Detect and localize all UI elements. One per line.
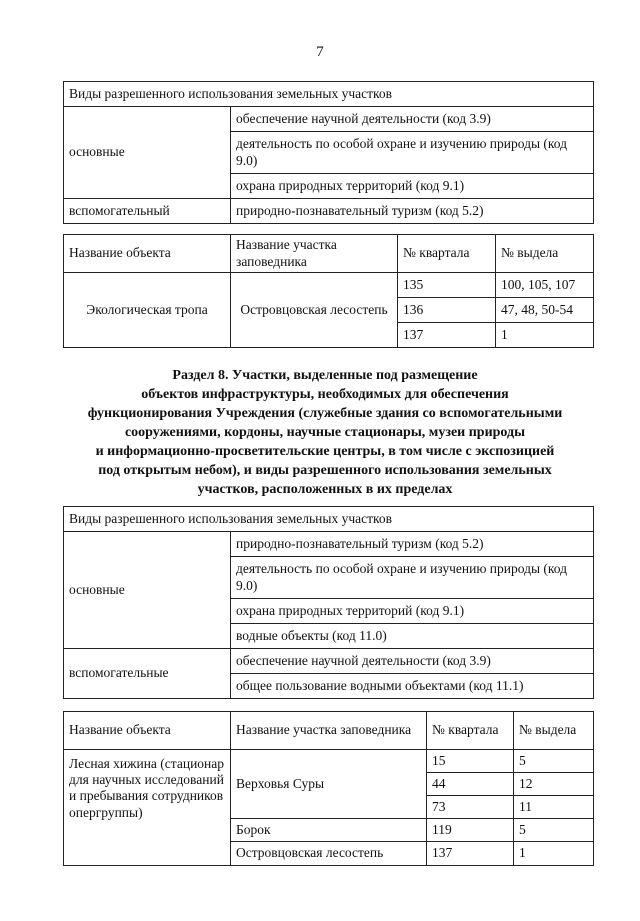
quarter-number: 135 <box>398 273 496 298</box>
heading-line: и информационно-просветительские центры, в том числе с экспозицией <box>95 444 555 459</box>
use-item: природно-познавательный туризм (код 5.2) <box>231 532 594 557</box>
section-8-heading <box>60 366 590 499</box>
site-name: Островцовская лесостепь <box>231 273 398 348</box>
main-use-label: основные <box>64 107 231 199</box>
section-numbers: 1 <box>496 323 594 348</box>
page-number: 7 <box>316 44 324 60</box>
object-name: Экологическая тропа <box>64 273 231 348</box>
heading-line: под открытым небом), и виды разрешенного использования земельных <box>98 463 552 478</box>
aux-use-label: вспомогательный <box>64 199 231 224</box>
quarter-number: 73 <box>427 796 514 819</box>
col-header-site: Название участка заповедника <box>231 235 398 273</box>
land-use-table-1 <box>63 81 594 224</box>
heading-line: Раздел 8. Участки, выделенные под размещение <box>172 368 478 383</box>
col-header-quarter: № квартала <box>427 712 514 750</box>
quarter-number: 137 <box>398 323 496 348</box>
site-name: Островцовская лесостепь <box>231 842 427 866</box>
use-item: природно-познавательный туризм (код 5.2) <box>231 199 594 224</box>
use-item: охрана природных территорий (код 9.1) <box>231 599 594 624</box>
objects-table-2 <box>63 711 594 866</box>
object-name: Лесная хижина (стационар для научных исследований и пребывания сотрудников опергруппы) <box>64 750 231 866</box>
col-header-object: Название объекта <box>64 235 231 273</box>
section-number: 5 <box>514 819 594 842</box>
use-item: общее пользование водными объектами (код 11.1) <box>231 674 594 699</box>
land-use-header: Виды разрешенного использования земельных участков <box>64 82 594 107</box>
land-use-header: Виды разрешенного использования земельных участков <box>64 507 594 532</box>
objects-table-1 <box>63 234 594 348</box>
aux-use-label: вспомогательные <box>64 649 231 699</box>
use-item: водные объекты (код 11.0) <box>231 624 594 649</box>
site-name: Верховья Суры <box>231 750 427 819</box>
col-header-section: № выдела <box>496 235 594 273</box>
quarter-number: 137 <box>427 842 514 866</box>
quarter-number: 136 <box>398 298 496 323</box>
quarter-number: 119 <box>427 819 514 842</box>
section-number: 11 <box>514 796 594 819</box>
section-number: 1 <box>514 842 594 866</box>
use-item: обеспечение научной деятельности (код 3.9) <box>231 107 594 132</box>
section-numbers: 47, 48, 50-54 <box>496 298 594 323</box>
col-header-object: Название объекта <box>64 712 231 750</box>
col-header-section: № выдела <box>514 712 594 750</box>
section-number: 5 <box>514 750 594 773</box>
heading-line: сооружениями, кордоны, научные стационары, музеи природы <box>124 425 526 440</box>
site-name: Борок <box>231 819 427 842</box>
use-item: обеспечение научной деятельности (код 3.9) <box>231 649 594 674</box>
section-numbers: 100, 105, 107 <box>496 273 594 298</box>
use-item: деятельность по особой охране и изучению природы (код 9.0) <box>231 132 594 174</box>
section-number: 12 <box>514 773 594 796</box>
heading-line: функционирования Учреждения (служебные здания со вспомогательными <box>87 406 563 421</box>
heading-line: участков, расположенных в их пределах <box>197 482 453 497</box>
use-item: деятельность по особой охране и изучению природы (код 9.0) <box>231 557 594 599</box>
quarter-number: 44 <box>427 773 514 796</box>
land-use-table-2 <box>63 506 594 699</box>
use-item: охрана природных территорий (код 9.1) <box>231 174 594 199</box>
quarter-number: 15 <box>427 750 514 773</box>
main-use-label: основные <box>64 532 231 649</box>
col-header-quarter: № квартала <box>398 235 496 273</box>
col-header-site: Название участка заповедника <box>231 712 427 750</box>
heading-line: объектов инфраструктуры, необходимых для обеспечения <box>141 387 509 402</box>
